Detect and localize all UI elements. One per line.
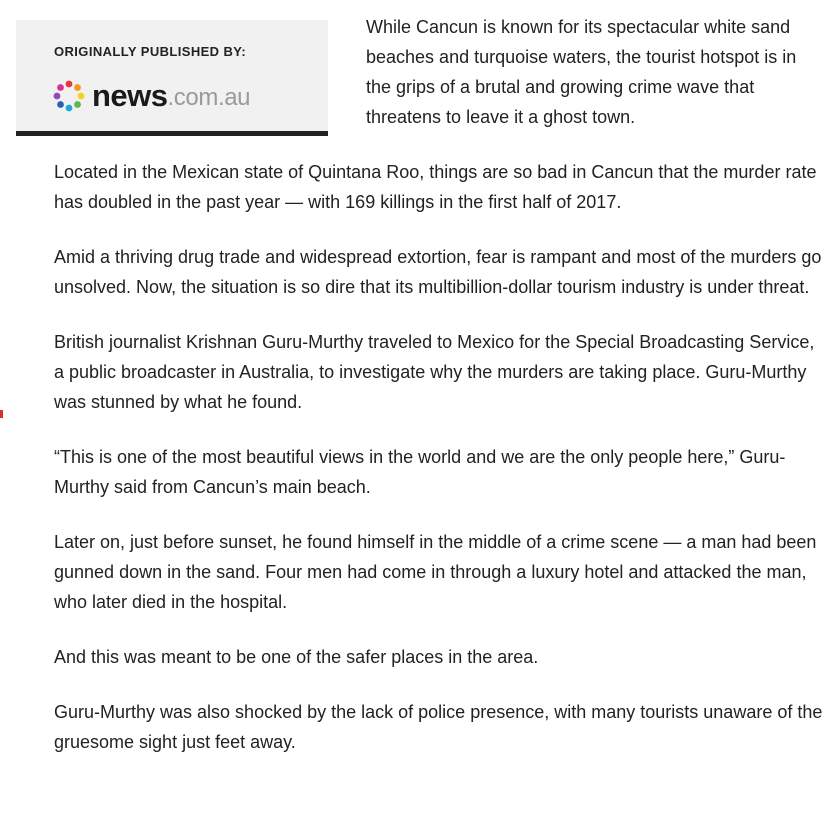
paragraph-text: Later on, just before sunset, he found himself in the middle of a crime scene — a man had been gunned down in the sand. Four men had come in through a luxury hotel and attacked the man, who later died in the hospital. bbox=[54, 532, 817, 612]
article-paragraph bbox=[54, 242, 824, 302]
logo-name: news bbox=[92, 78, 168, 113]
article-paragraph bbox=[54, 157, 824, 217]
paragraph-text: Amid a thriving drug trade and widespread extortion, fear is rampant and most of the murders go unsolved. Now, the situation is so dire that its multibillion-dollar tourism industry is under threat. bbox=[54, 247, 822, 297]
article-paragraph bbox=[54, 527, 824, 617]
paragraph-text: And this was meant to be one of the safer places in the area. bbox=[54, 647, 539, 667]
paragraph-text: Located in the Mexican state of Quintana Roo, things are so bad in Cancun that the murder rate has doubled in the past year — with 169 killings in the first half of 2017. bbox=[54, 162, 817, 212]
logo-domain: .com.au bbox=[167, 83, 251, 111]
article-body bbox=[54, 12, 824, 782]
source-box-spacer bbox=[54, 12, 366, 153]
paragraph-text: “This is one of the most beautiful views in the world and we are the only people here,” Guru-Murthy said from Cancun’s main beach. bbox=[54, 447, 786, 497]
article-paragraph bbox=[54, 442, 824, 502]
paragraph-text: Guru-Murthy was also shocked by the lack of police presence, with many tourists unaware of the gruesome sight just feet away. bbox=[54, 702, 823, 752]
paragraph-text: While Cancun is known for its spectacular white sand beaches and turquoise waters, the tourist hotspot is in the grips of a brutal and growing crime wave that threatens to leave it a ghost town. bbox=[366, 17, 797, 127]
paragraph-text: British journalist Krishnan Guru-Murthy traveled to Mexico for the Special Broadcasting Service, a public broadcaster in Australia, to investigate why the murders are taking place. Guru-Murthy was stunned by what he found. bbox=[54, 332, 815, 412]
article-paragraph bbox=[54, 327, 824, 417]
side-accent-mark bbox=[0, 410, 3, 418]
article-paragraph bbox=[54, 642, 824, 672]
article-paragraph bbox=[54, 697, 824, 757]
originally-published-label: ORIGINALLY PUBLISHED BY: bbox=[54, 44, 247, 59]
